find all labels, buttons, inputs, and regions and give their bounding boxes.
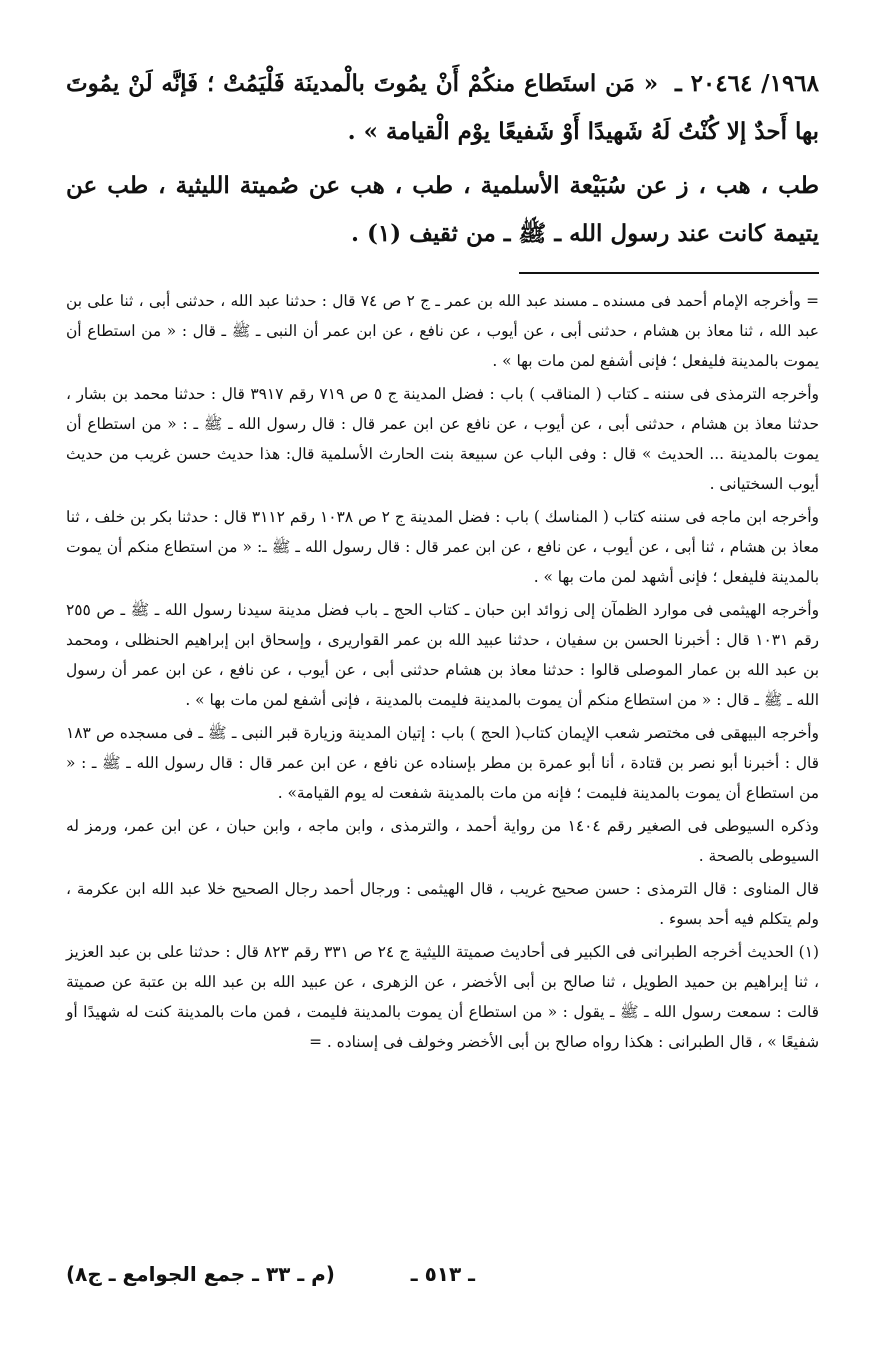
hadith-number: ١٩٦٨/ ٢٠٤٦٤ ـ bbox=[674, 70, 820, 97]
page-footer bbox=[66, 1262, 813, 1298]
footnote-paragraph: قال المناوى : قال الترمذى : حسن صحيح غريب ، قال الهيثمى : ورجال أحمد رجال الصحيح خلا عبد الله ابن عكرمة ، ولم يتكلم فيه أحد بسوء . bbox=[66, 880, 819, 928]
footnote-1: (١) الحديث أخرجه الطبرانى فى الكبير فى أحاديث صميتة الليثية ج ٢٤ ص ٣٣١ رقم ٨٢٣ قال : حدثنا على بن عبد العزيز ، ثنا إبراهيم بن حميد الطويل ، ثنا صالح بن أبى الأخضر ، عن الزهرى ، عن عبيد الله بن عبد الله بن عتبة عن صميتة قالت : سمعت رسول الله ـ ﷺ ـ يقول : « من استطاع أن يموت بالمدينة فليمت ، فمن مات بالمدينة كنت له شهيدًا أو شفيعًا » ، قال الطبرانى : هكذا رواه صالح بن أبى الأخضر وخولف فى إسناده . = bbox=[66, 943, 819, 1051]
footnote-separator bbox=[519, 272, 819, 274]
page-number: ـ ٥١٣ ـ bbox=[410, 1262, 475, 1286]
hadith-sources: طب ، هب ، ز عن سُبَيْعة الأسلمية ، طب ، هب عن صُميتة الليثية ، طب عن يتيمة كانت عند رسول الله ـ ﷺ ـ من ثقيف (١) . bbox=[66, 172, 819, 247]
hadith-paragraph bbox=[66, 60, 819, 156]
printer-signature: (م ـ ٣٣ ـ جمع الجوامع ـ ج٨) bbox=[66, 1262, 335, 1286]
footnote-paragraph: وأخرجه الهيثمى فى موارد الظمآن إلى زوائد ابن حبان ـ كتاب الحج ـ باب فضل مدينة سيدنا رسول الله ـ ﷺ ـ ص ٢٥٥ رقم ١٠٣١ قال : أخبرنا الحسن بن سفيان ، حدثنا عبيد الله بن عمر القواريرى ، وإسحاق ابن إبراهيم الحنظلى ، ومحمد بن عبد الله بن عمار الموصلى قالوا : حدثنا معاذ بن هشام حدثنى أبى ، عن أيوب ، عن نافع ، عن ابن عمر أن رسول الله ـ ﷺ ـ قال : « من استطاع منكم أن يموت بالمدينة فليمت بالمدينة ، فإنى أشفع لمن مات بها » . bbox=[66, 601, 819, 709]
footnote-paragraph: وأخرجه البيهقى فى مختصر شعب الإيمان كتاب( الحج ) باب : إتيان المدينة وزيارة قبر النبى ـ ﷺ ـ فى مسجده ص ١٨٣ قال : أخبرنا أبو نصر بن قتادة ، أنا أبو عمرة بن مطر بإسناده عن نافع ، عن ابن عمر قال : قال رسول الله ـ ﷺ ـ : « من استطاع أن يموت بالمدينة فليمت ؛ فإنه من مات بالمدينة شفعت له يوم القيامة» . bbox=[66, 724, 819, 802]
hadith-text: « مَن استَطاع منكُمْ أَنْ يمُوتَ بالْمدينَة فَلْيَمُتْ ؛ فَإنَّه لَنْ يمُوتَ بها أَحدٌ إلا كُنْتُ لَهُ شَهيدًا أَوْ شَفيعًا يوْم الْقيامة » . bbox=[66, 70, 819, 145]
footnote-paragraph: وأخرجه ابن ماجه فى سننه كتاب ( المناسك ) باب : فضل المدينة ج ٢ ص ١٠٣٨ رقم ٣١١٢ قال : حدثنا بكر بن خلف ، ثنا معاذ بن هشام ، ثنا أبى ، عن أيوب ، عن نافع ، عن ابن عمر قال : قال رسول الله ـ ﷺ ـ: « من استطاع منكم أن يموت بالمدينة فليفعل ؛ فإنى أشهد لمن مات بها » . bbox=[66, 508, 819, 586]
footnote-paragraph: وأخرجه الترمذى فى سننه ـ كتاب ( المناقب ) باب : فضل المدينة ج ٥ ص ٧١٩ رقم ٣٩١٧ قال : حدثنا محمد بن بشار ، حدثنا معاذ بن هشام ، حدثنى أبى ، عن أيوب ، عن نافع عن ابن عمر قال : قال رسول الله ـ ﷺ ـ : « من استطاع أن يموت بالمدينة ... الحديث » قال : وفى الباب عن سبيعة بنت الحارث الأسلمية قال: هذا حديث حسن غريب من حديث أيوب السختيانى . bbox=[66, 385, 819, 493]
main-text bbox=[66, 60, 819, 258]
footnote-paragraph: = وأخرجه الإمام أحمد فى مسنده ـ مسند عبد الله بن عمر ـ ج ٢ ص ٧٤ قال : حدثنا عبد الله ، حدثنى أبى ، ثنا على بن عبد الله ، ثنا معاذ بن هشام ، حدثنى أبى ، عن أيوب ، عن نافع ، عن ابن عمر أن النبى ـ ﷺ ـ قال : « من استطاع أن يموت بالمدينة فليفعل ؛ فإنى أشفع لمن مات بها » . bbox=[66, 292, 819, 370]
footnotes bbox=[66, 286, 819, 1057]
footnote-paragraph: وذكره السيوطى فى الصغير رقم ١٤٠٤ من رواية أحمد ، والترمذى ، وابن ماجه ، وابن حبان ، عن ابن عمر، ورمز له السيوطى بالصحة . bbox=[66, 817, 819, 865]
